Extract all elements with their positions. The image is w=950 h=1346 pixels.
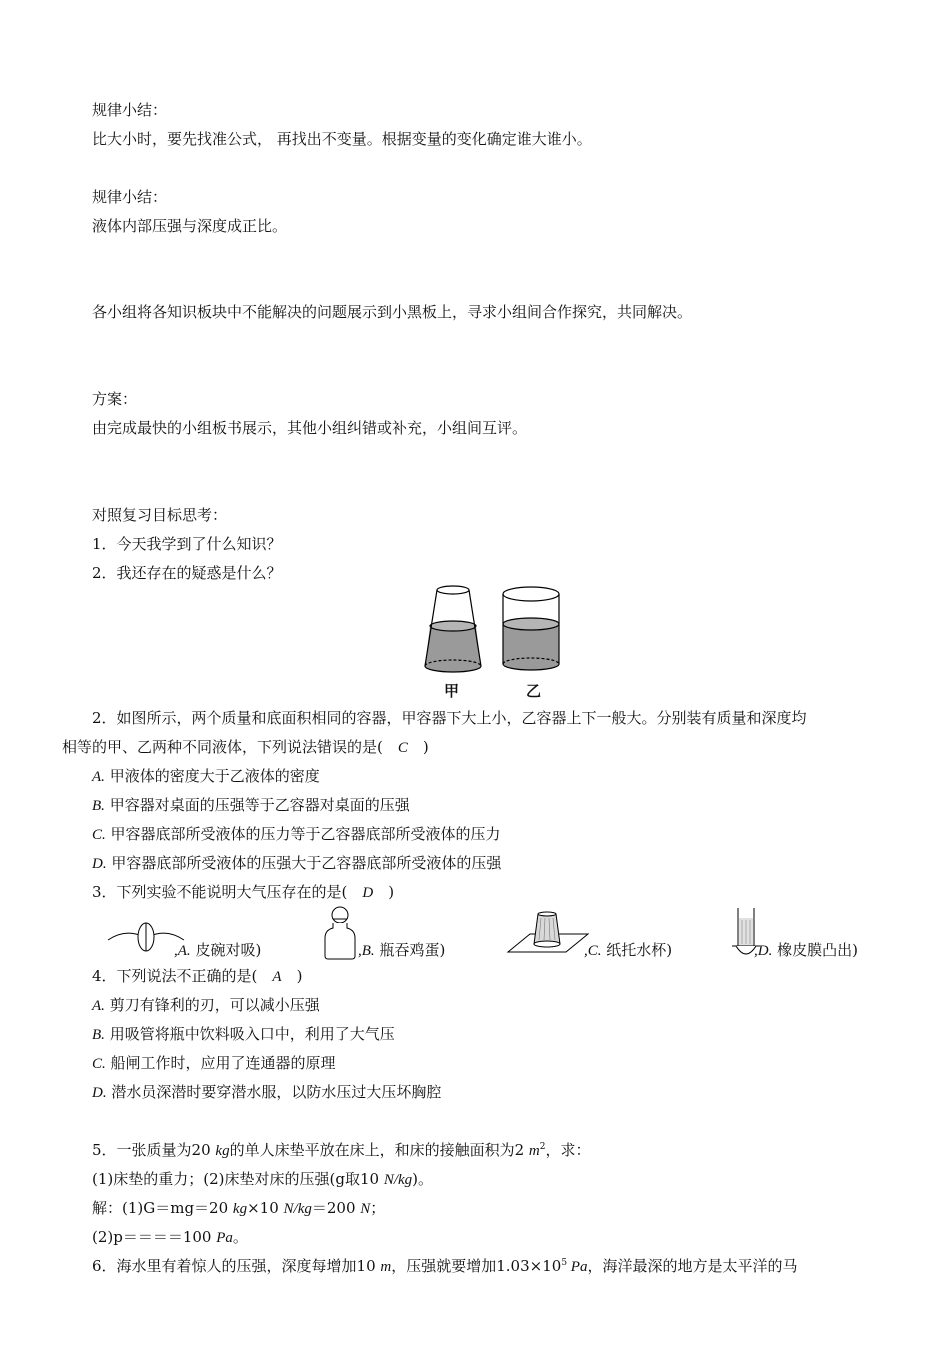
q5-subquestions: (1)床垫的重力；(2)床垫对床的压强(g取10 N/kg)。 <box>92 1170 434 1188</box>
paper-cup-image <box>506 910 590 956</box>
reflect-q2: 2．我还存在的疑惑是什么？ <box>92 564 282 582</box>
bottle-egg-image <box>322 906 358 960</box>
label-jia: 甲 <box>444 682 460 700</box>
q4-option-a: A. 剪刀有锋利的刃，可以减小压强 <box>92 996 320 1014</box>
q6-stem: 6．海水里有着惊人的压强，深度每增加10 m，压强就要增加$1.03\times 10^5$ Pa，海洋最深的地方是太平洋的马 <box>92 1257 798 1275</box>
q5-solution-1: 解：(1)G＝mg＝20 kg×10 N/kg＝200 N； <box>92 1199 386 1217</box>
reflect-title: 对照复习目标思考： <box>92 506 228 524</box>
summary-title-2: 规律小结： <box>92 188 168 206</box>
container-jia <box>425 586 481 672</box>
q2-option-c: C. 甲容器底部所受液体的压力等于乙容器底部所受液体的压力 <box>92 825 501 843</box>
group-task-text: 各小组将各知识板块中不能解决的问题展示到小黑板上，寻求小组间合作探究，共同解决。 <box>92 303 693 321</box>
q2-answer: C <box>397 740 408 756</box>
q3-option-c: ,C. 纸托水杯) <box>584 941 673 959</box>
q3-option-d: ,D. 橡皮膜凸出) <box>754 941 858 959</box>
containers-figure <box>420 584 570 679</box>
summary-text-2: 液体内部压强与深度成正比。 <box>92 217 288 235</box>
q5-solution-2: (2)p＝＝＝＝100 Pa。 <box>92 1228 248 1246</box>
q2-stem-line1: 2．如图所示，两个质量和底面积相同的容器，甲容器下大上小，乙容器上下一般大。分别装有质量和深度均 <box>92 709 807 727</box>
q5-stem: 5．一张质量为20 kg的单人床垫平放在床上，和床的接触面积为2 $m^2$，求： <box>92 1141 591 1159</box>
summary-title-1: 规律小结： <box>92 101 168 119</box>
q2-option-a: A. 甲液体的密度大于乙液体的密度 <box>92 767 320 785</box>
q2-stem-line2 <box>62 737 429 758</box>
q3-option-b: ,B. 瓶吞鸡蛋) <box>358 941 446 959</box>
summary-text-1: 比大小时，要先找准公式， 再找出不变量。根据变量的变化确定谁大谁小。 <box>92 130 592 148</box>
q2-option-d: D. 甲容器底部所受液体的压强大于乙容器底部所受液体的压强 <box>92 854 502 872</box>
plan-text: 由完成最快的小组板书展示，其他小组纠错或补充，小组间互评。 <box>92 419 528 437</box>
q2-option-b: B. 甲容器对桌面的压强等于乙容器对桌面的压强 <box>92 796 410 814</box>
q3-stem: 3．下列实验不能说明大气压存在的是( D ) <box>92 883 395 901</box>
container-yi <box>503 587 559 670</box>
plan-title: 方案： <box>92 390 138 408</box>
reflect-q1: 1．今天我学到了什么知识？ <box>92 535 282 553</box>
q3-option-a: ,A. 皮碗对吸) <box>174 941 262 959</box>
q4-option-d: D. 潜水员深潜时要穿潜水服，以防水压过大压坏胸腔 <box>92 1083 442 1101</box>
label-yi: 乙 <box>526 682 542 700</box>
q2-stem-pre: 相等的甲、乙两种不同液体，下列说法错误的是( <box>62 738 398 756</box>
q4-option-c: C. 船闸工作时，应用了连通器的原理 <box>92 1054 336 1072</box>
q4-option-b: B. 用吸管将瓶中饮料吸入口中，利用了大气压 <box>92 1025 395 1043</box>
q4-answer: A <box>272 969 282 985</box>
q2-stem-post: ) <box>407 738 429 756</box>
q3-answer: D <box>362 885 374 901</box>
q4-stem: 4．下列说法不正确的是( A ) <box>92 967 303 985</box>
